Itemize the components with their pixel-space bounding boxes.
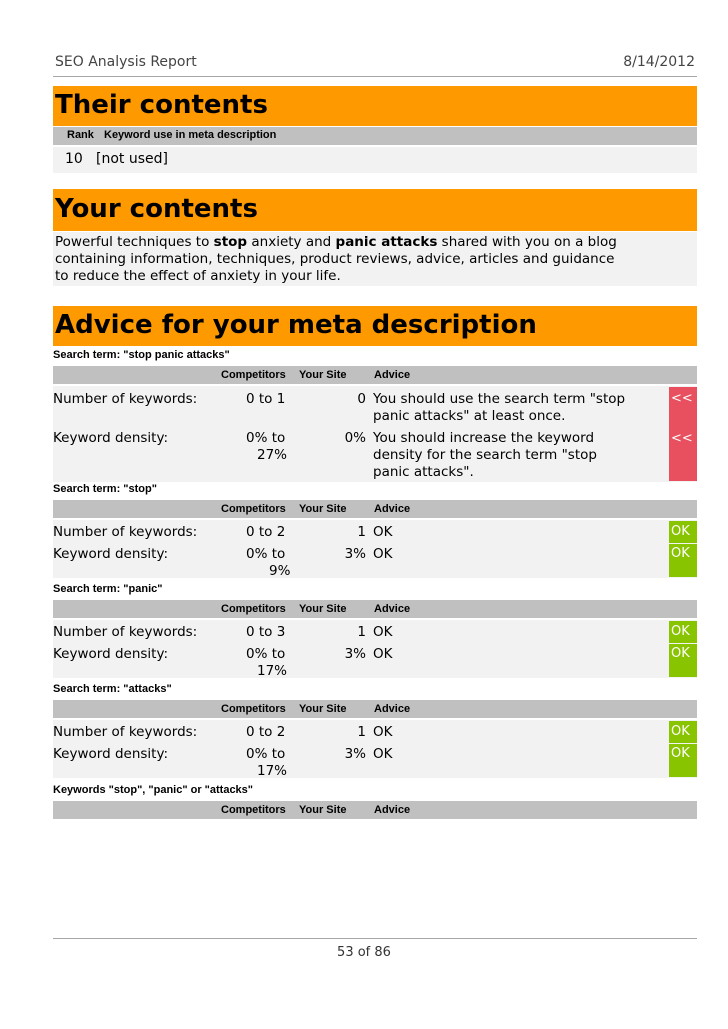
- report-date: 8/14/2012: [623, 54, 695, 70]
- desc-value: [not used]: [96, 151, 168, 167]
- site-value: 3%: [344, 746, 366, 762]
- competitors-value: 0% to: [246, 746, 286, 762]
- competitors-value: 0 to 3: [246, 624, 286, 640]
- site-col-header: Your Site: [299, 804, 347, 816]
- advice-line: OK: [373, 646, 393, 662]
- advice-line: OK: [373, 524, 393, 540]
- row-label: Number of keywords:: [53, 624, 198, 640]
- advice-band: [53, 306, 697, 346]
- competitors-col-header: Competitors: [221, 703, 286, 715]
- advice-col-header: Advice: [374, 369, 411, 381]
- competitors-col-header: Competitors: [221, 503, 286, 515]
- advice-line: panic attacks" at least once.: [373, 408, 566, 424]
- search-term-label: Search term: "stop": [53, 483, 157, 495]
- keyword-stop: stop: [213, 234, 248, 250]
- competitors-col-header: Competitors: [221, 804, 286, 816]
- row-label: Keyword density:: [53, 746, 169, 762]
- row-label: Keyword density:: [53, 430, 169, 446]
- competitors-col-header: Competitors: [221, 603, 286, 615]
- page-number: 53 of 86: [337, 945, 391, 960]
- competitors-value: 17%: [257, 663, 288, 679]
- row-label: Keyword density:: [53, 546, 169, 562]
- competitors-value: 0 to 1: [246, 391, 286, 407]
- site-value: 1: [357, 524, 366, 540]
- competitors-value: 0% to: [246, 546, 286, 562]
- site-col-header: Your Site: [299, 503, 347, 515]
- advice-line: You should increase the keyword: [373, 430, 595, 446]
- report-title: SEO Analysis Report: [55, 54, 197, 70]
- their-contents-band: [53, 86, 697, 126]
- competitors-col-header: Competitors: [221, 369, 286, 381]
- search-term-label: Search term: "stop panic attacks": [53, 349, 230, 361]
- site-value: 1: [357, 724, 366, 740]
- advice-col-header: Advice: [374, 503, 411, 515]
- advice-line: OK: [373, 546, 393, 562]
- site-value: 0: [357, 391, 366, 407]
- keyword-panic-attacks: panic attacks: [335, 234, 438, 250]
- advice-line: OK: [373, 624, 393, 640]
- competitors-value: 17%: [257, 763, 288, 779]
- their-contents-heading: Their contents: [55, 90, 268, 120]
- advice-line: panic attacks".: [373, 464, 474, 480]
- rank-value: 10: [65, 151, 83, 167]
- advice-line: OK: [373, 746, 393, 762]
- advice-col-header: Advice: [374, 703, 411, 715]
- advice-badge: OK: [669, 721, 697, 743]
- advice-badge: <<: [669, 387, 697, 429]
- advice-header-row: [53, 600, 697, 618]
- advice-badge: OK: [669, 744, 697, 777]
- advice-line: density for the search term "stop: [373, 447, 597, 463]
- advice-header-row: [53, 801, 697, 819]
- site-value: 3%: [344, 646, 366, 662]
- row-label: Number of keywords:: [53, 524, 198, 540]
- advice-line: OK: [373, 724, 393, 740]
- advice-badge: OK: [669, 621, 697, 643]
- desc-col-header: Keyword use in meta description: [104, 129, 277, 141]
- advice-col-header: Advice: [374, 804, 411, 816]
- row-label: Number of keywords:: [53, 724, 198, 740]
- footer-divider: [53, 938, 697, 939]
- advice-badge: <<: [669, 429, 697, 481]
- site-value: 3%: [344, 546, 366, 562]
- advice-line: You should use the search term "stop: [373, 391, 626, 407]
- row-label: Number of keywords:: [53, 391, 198, 407]
- advice-header-row: [53, 500, 697, 518]
- site-col-header: Your Site: [299, 703, 347, 715]
- advice-badge: OK: [669, 521, 697, 543]
- search-term-label: Keywords "stop", "panic" or "attacks": [53, 784, 254, 796]
- your-contents-text: [53, 232, 697, 286]
- competitors-value: 0 to 2: [246, 724, 286, 740]
- competitors-value: 0% to: [246, 430, 286, 446]
- site-value: 1: [357, 624, 366, 640]
- their-contents-row: [53, 147, 697, 173]
- advice-heading: Advice for your meta description: [55, 310, 537, 340]
- site-value: 0%: [344, 430, 366, 446]
- their-contents-header-row: [53, 127, 697, 145]
- row-label: Keyword density:: [53, 646, 169, 662]
- advice-header-row: [53, 366, 697, 384]
- your-contents-line-3: to reduce the effect of anxiety in your life.: [55, 268, 341, 284]
- your-contents-line-2: containing information, techniques, product reviews, advice, articles and guidance: [55, 251, 615, 267]
- rank-col-header: Rank: [67, 129, 94, 141]
- search-term-label: Search term: "panic": [53, 583, 163, 595]
- advice-badge: OK: [669, 644, 697, 677]
- your-contents-heading: Your contents: [55, 194, 258, 224]
- report-header: [53, 54, 697, 77]
- competitors-value: 27%: [257, 447, 288, 463]
- site-col-header: Your Site: [299, 603, 347, 615]
- competitors-value: 9%: [269, 563, 291, 579]
- competitors-value: 0 to 2: [246, 524, 286, 540]
- your-contents-band: [53, 189, 697, 231]
- advice-header-row: [53, 700, 697, 718]
- your-contents-line-1: Powerful techniques to stop anxiety and panic attacks shared with you on a blog: [55, 234, 617, 250]
- competitors-value: 0% to: [246, 646, 286, 662]
- advice-badge: OK: [669, 544, 697, 577]
- advice-col-header: Advice: [374, 603, 411, 615]
- site-col-header: Your Site: [299, 369, 347, 381]
- search-term-label: Search term: "attacks": [53, 683, 172, 695]
